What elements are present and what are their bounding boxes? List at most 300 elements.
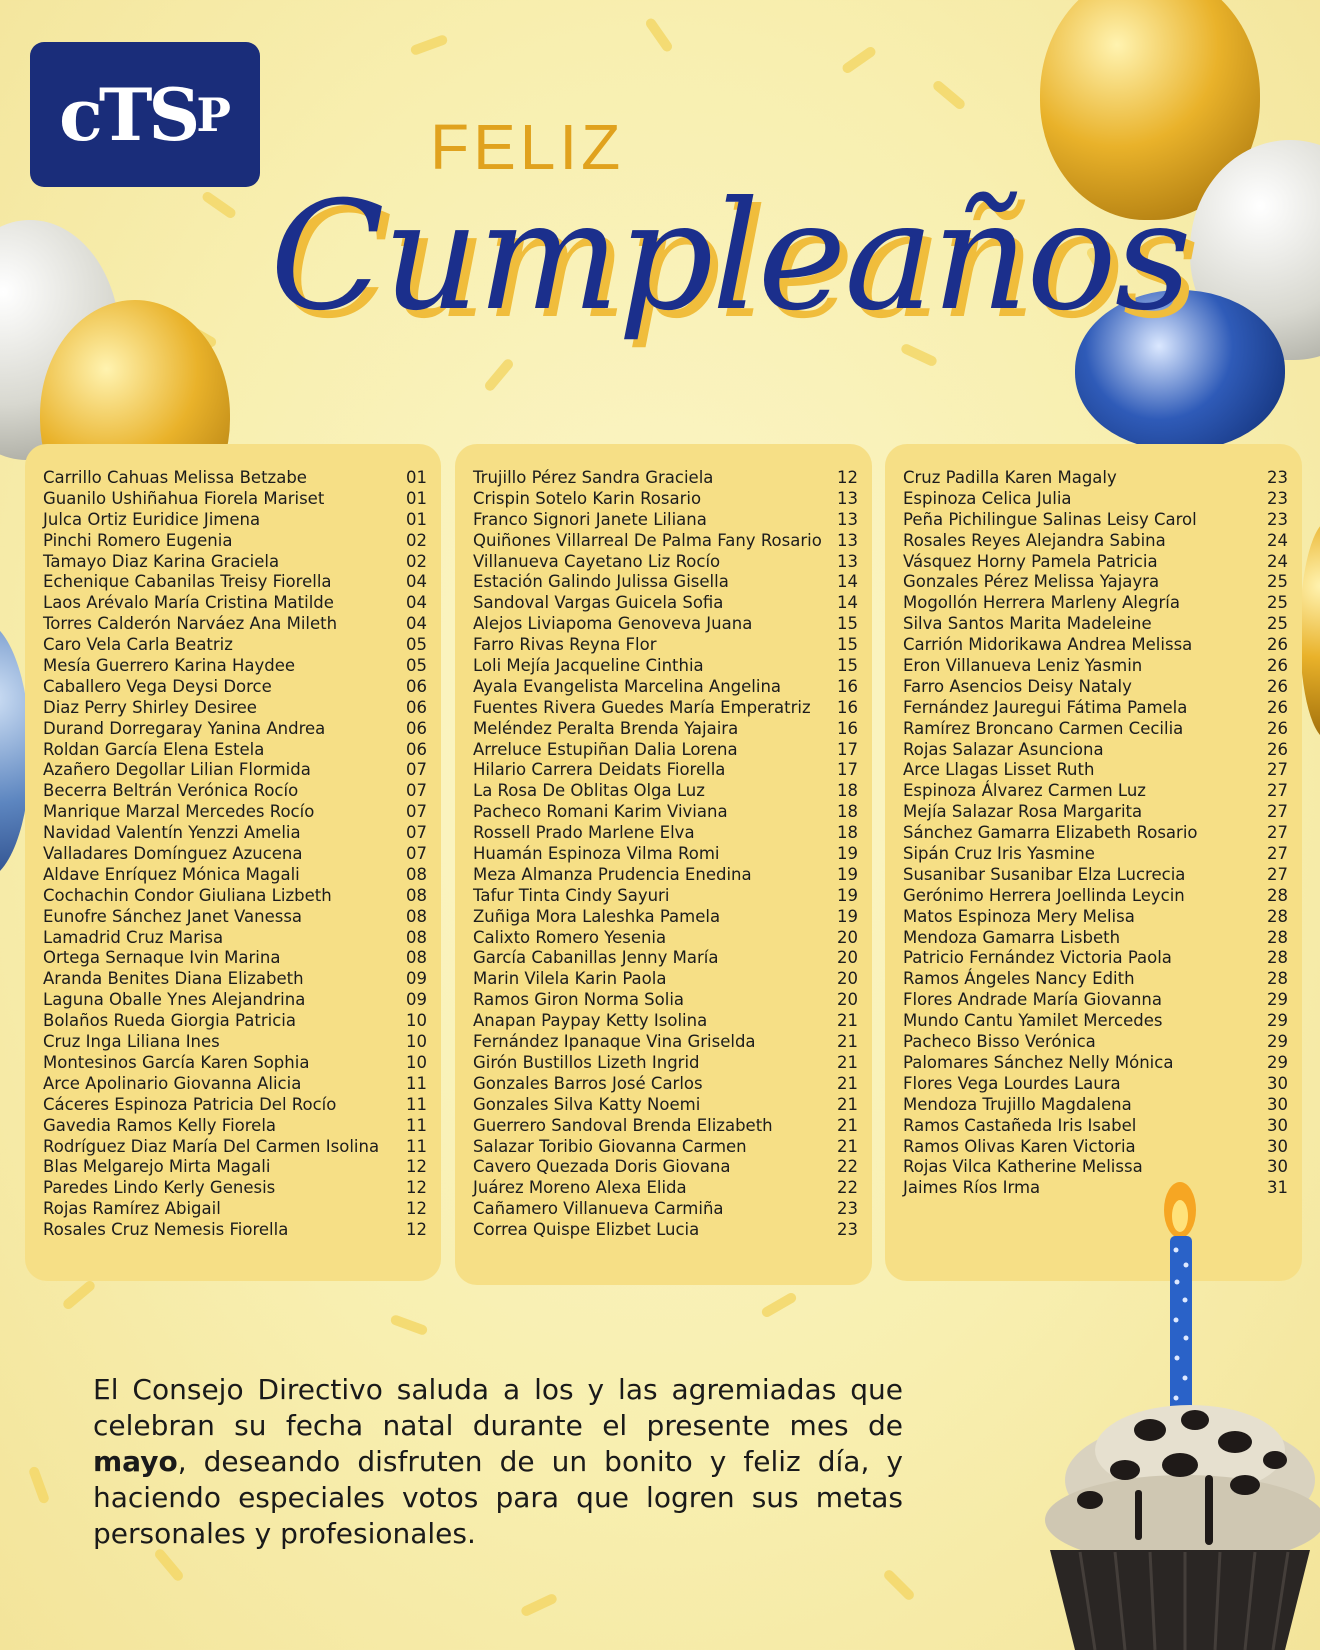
birthday-day: 26: [1267, 718, 1288, 738]
birthday-row: [473, 1157, 858, 1178]
member-name: Valladares Domínguez Azucena: [43, 844, 303, 864]
birthday-row: [903, 1032, 1288, 1053]
birthday-row: [903, 531, 1288, 552]
member-name: Rodríguez Diaz María Del Carmen Isolina: [43, 1136, 380, 1156]
birthday-row: [903, 969, 1288, 990]
birthday-day: 12: [406, 1199, 427, 1219]
birthday-day: 12: [406, 1220, 427, 1240]
birthday-day: 13: [837, 488, 858, 508]
birthday-row: [903, 865, 1288, 886]
member-name: Becerra Beltrán Verónica Rocío: [43, 781, 299, 801]
member-name: Palomares Sánchez Nelly Mónica: [903, 1052, 1174, 1072]
birthday-row: [903, 489, 1288, 510]
birthday-row: [903, 468, 1288, 489]
birthday-day: 09: [406, 969, 427, 989]
birthday-row: [43, 593, 427, 614]
birthday-day: 16: [837, 718, 858, 738]
birthday-row: [473, 677, 858, 698]
birthday-day: 30: [1267, 1094, 1288, 1114]
birthday-row: [43, 1116, 427, 1137]
birthday-day: 04: [406, 614, 427, 634]
member-name: Rosales Cruz Nemesis Fiorella: [43, 1220, 289, 1240]
message-text-2: , deseando disfruten de un bonito y feliz día, y haciendo especiales votos para que logren sus metas personales y profesionales.: [93, 1445, 903, 1550]
member-name: Cochachin Condor Giuliana Lizbeth: [43, 885, 332, 905]
member-name: Crispin Sotelo Karin Rosario: [473, 488, 702, 508]
birthday-day: 19: [837, 864, 858, 884]
member-name: Guerrero Sandoval Brenda Elizabeth: [473, 1115, 773, 1135]
birthday-day: 31: [1267, 1178, 1288, 1198]
birthday-day: 15: [837, 656, 858, 676]
birthday-day: 29: [1267, 1011, 1288, 1031]
birthday-day: 07: [406, 802, 427, 822]
member-name: Rossell Prado Marlene Elva: [473, 823, 695, 843]
birthday-day: 27: [1267, 864, 1288, 884]
birthday-day: 14: [837, 593, 858, 613]
member-name: Eron Villanueva Leniz Yasmin: [903, 656, 1143, 676]
birthday-row: [473, 656, 858, 677]
birthday-day: 18: [837, 823, 858, 843]
member-name: Zuñiga Mora Laleshka Pamela: [473, 906, 721, 926]
birthday-row: [473, 823, 858, 844]
member-name: Espinoza Álvarez Carmen Luz: [903, 781, 1146, 801]
birthday-row: [43, 1157, 427, 1178]
birthday-list-column-2: [455, 444, 872, 1285]
birthday-day: 18: [837, 781, 858, 801]
birthday-day: 20: [837, 969, 858, 989]
birthday-day: 21: [837, 1052, 858, 1072]
member-name: Farro Asencios Deisy Nataly: [903, 676, 1132, 696]
gold-balloon-edge-right: [1300, 520, 1320, 740]
birthday-row: [473, 760, 858, 781]
birthday-day: 12: [406, 1178, 427, 1198]
birthday-day: 06: [406, 697, 427, 717]
birthday-day: 07: [406, 781, 427, 801]
birthday-row: [43, 614, 427, 635]
member-name: Guanilo Ushiñahua Fiorela Mariset: [43, 488, 325, 508]
birthday-day: 23: [837, 1220, 858, 1240]
birthday-row: [43, 719, 427, 740]
member-name: Ayala Evangelista Marcelina Angelina: [473, 676, 782, 696]
birthday-day: 11: [406, 1094, 427, 1114]
birthday-day: 07: [406, 760, 427, 780]
birthday-day: 17: [837, 739, 858, 759]
member-name: Estación Galindo Julissa Gisella: [473, 572, 729, 592]
member-name: Fernández Ipanaque Vina Griselda: [473, 1032, 756, 1052]
birthday-row: [473, 948, 858, 969]
birthday-row: [473, 635, 858, 656]
member-name: Huamán Espinoza Vilma Romi: [473, 844, 720, 864]
member-name: Ramos Castañeda Iris Isabel: [903, 1115, 1137, 1135]
member-name: Alejos Liviapoma Genoveva Juana: [473, 614, 753, 634]
birthday-day: 01: [406, 468, 427, 487]
member-name: Patricio Fernández Victoria Paola: [903, 948, 1172, 968]
member-name: Durand Dorregaray Yanina Andrea: [43, 718, 326, 738]
member-name: Bolaños Rueda Giorgia Patricia: [43, 1011, 296, 1031]
member-name: Correa Quispe Elizbet Lucia: [473, 1220, 700, 1240]
birthday-row: [43, 572, 427, 593]
birthday-row: [473, 1137, 858, 1158]
member-name: Rojas Salazar Asunciona: [903, 739, 1104, 759]
birthday-row: [903, 510, 1288, 531]
birthday-row: [43, 886, 427, 907]
member-name: Paredes Lindo Kerly Genesis: [43, 1178, 276, 1198]
member-name: Pacheco Romani Karim Viviana: [473, 802, 728, 822]
member-name: Ortega Sernaque Ivin Marina: [43, 948, 281, 968]
birthday-row: [903, 990, 1288, 1011]
birthday-row: [43, 740, 427, 761]
birthday-row: [903, 1074, 1288, 1095]
birthday-day: 21: [837, 1073, 858, 1093]
member-name: Loli Mejía Jacqueline Cinthia: [473, 656, 704, 676]
birthday-day: 29: [1267, 1032, 1288, 1052]
birthday-row: [473, 572, 858, 593]
birthday-row: [903, 572, 1288, 593]
birthday-row: [43, 969, 427, 990]
member-name: Pacheco Bisso Verónica: [903, 1032, 1096, 1052]
birthday-day: 11: [406, 1073, 427, 1093]
birthday-day: 24: [1267, 551, 1288, 571]
birthday-row: [43, 1220, 427, 1241]
birthday-row: [473, 1199, 858, 1220]
birthday-row: [43, 531, 427, 552]
birthday-row: [43, 802, 427, 823]
logo-text-small: P: [196, 87, 231, 142]
birthday-row: [473, 510, 858, 531]
birthday-row: [903, 677, 1288, 698]
birthday-row: [473, 1178, 858, 1199]
member-name: Azañero Degollar Lilian Flormida: [43, 760, 311, 780]
birthday-day: 02: [406, 551, 427, 571]
member-name: Caballero Vega Deysi Dorce: [43, 676, 272, 696]
birthday-day: 08: [406, 885, 427, 905]
member-name: Rojas Vilca Katherine Melissa: [903, 1157, 1143, 1177]
birthday-row: [903, 823, 1288, 844]
birthday-day: 28: [1267, 969, 1288, 989]
birthday-row: [473, 802, 858, 823]
birthday-day: 27: [1267, 844, 1288, 864]
birthday-day: 06: [406, 676, 427, 696]
birthday-row: [903, 844, 1288, 865]
member-name: Tafur Tinta Cindy Sayuri: [473, 885, 670, 905]
birthday-row: [43, 990, 427, 1011]
birthday-row: [473, 1220, 858, 1241]
member-name: Carrión Midorikawa Andrea Melissa: [903, 635, 1193, 655]
birthday-row: [43, 844, 427, 865]
birthday-day: 30: [1267, 1157, 1288, 1177]
birthday-row: [473, 593, 858, 614]
birthday-day: 23: [1267, 488, 1288, 508]
birthday-day: 21: [837, 1115, 858, 1135]
birthday-day: 24: [1267, 530, 1288, 550]
birthday-day: 11: [406, 1136, 427, 1156]
birthday-day: 11: [406, 1115, 427, 1135]
member-name: Ramos Ángeles Nancy Edith: [903, 969, 1135, 989]
member-name: Julca Ortiz Euridice Jimena: [43, 509, 261, 529]
birthday-day: 10: [406, 1052, 427, 1072]
member-name: Gonzales Pérez Melissa Yajayra: [903, 572, 1160, 592]
member-name: Rosales Reyes Alejandra Sabina: [903, 530, 1166, 550]
birthday-day: 10: [406, 1032, 427, 1052]
member-name: Gavedia Ramos Kelly Fiorela: [43, 1115, 277, 1135]
member-name: Mejía Salazar Rosa Margarita: [903, 802, 1143, 822]
birthday-row: [43, 468, 427, 489]
birthday-row: [903, 1157, 1288, 1178]
member-name: Roldan García Elena Estela: [43, 739, 265, 759]
member-name: Echenique Cabanilas Treisy Fiorella: [43, 572, 332, 592]
birthday-row: [43, 928, 427, 949]
birthday-day: 05: [406, 656, 427, 676]
birthday-row: [473, 781, 858, 802]
member-name: Tamayo Diaz Karina Graciela: [43, 551, 280, 571]
member-name: Peña Pichilingue Salinas Leisy Carol: [903, 509, 1197, 529]
birthday-day: 21: [837, 1032, 858, 1052]
birthday-day: 21: [837, 1094, 858, 1114]
member-name: Meza Almanza Prudencia Enedina: [473, 864, 752, 884]
birthday-row: [903, 740, 1288, 761]
birthday-row: [473, 990, 858, 1011]
birthday-day: 05: [406, 635, 427, 655]
birthday-day: 25: [1267, 614, 1288, 634]
birthday-row: [903, 781, 1288, 802]
birthday-row: [43, 489, 427, 510]
birthday-day: 13: [837, 551, 858, 571]
birthday-row: [43, 760, 427, 781]
birthday-row: [43, 698, 427, 719]
birthday-row: [43, 552, 427, 573]
birthday-day: 01: [406, 488, 427, 508]
birthday-row: [473, 1095, 858, 1116]
member-name: Cruz Padilla Karen Magaly: [903, 468, 1117, 487]
member-name: Navidad Valentín Yenzzi Amelia: [43, 823, 301, 843]
birthday-day: 06: [406, 739, 427, 759]
birthday-day: 10: [406, 1011, 427, 1031]
birthday-day: 29: [1267, 1052, 1288, 1072]
birthday-row: [473, 740, 858, 761]
member-name: Gonzales Barros José Carlos: [473, 1073, 703, 1093]
member-name: Villanueva Cayetano Liz Rocío: [473, 551, 721, 571]
birthday-row: [473, 907, 858, 928]
birthday-day: 23: [1267, 468, 1288, 487]
member-name: Rojas Ramírez Abigail: [43, 1199, 221, 1219]
birthday-row: [473, 928, 858, 949]
birthday-row: [43, 635, 427, 656]
birthday-day: 28: [1267, 885, 1288, 905]
birthday-day: 19: [837, 906, 858, 926]
birthday-row: [43, 656, 427, 677]
birthday-row: [43, 823, 427, 844]
birthday-list-column-1: [25, 444, 441, 1281]
member-name: Cáceres Espinoza Patricia Del Rocío: [43, 1094, 337, 1114]
member-name: Flores Vega Lourdes Laura: [903, 1073, 1121, 1093]
birthday-row: [473, 489, 858, 510]
member-name: Espinoza Celica Julia: [903, 488, 1072, 508]
birthday-day: 08: [406, 948, 427, 968]
member-name: Sipán Cruz Iris Yasmine: [903, 844, 1095, 864]
member-name: Montesinos García Karen Sophia: [43, 1052, 310, 1072]
birthday-day: 12: [406, 1157, 427, 1177]
birthday-day: 20: [837, 990, 858, 1010]
member-name: Susanibar Susanibar Elza Lucrecia: [903, 864, 1186, 884]
birthday-row: [473, 531, 858, 552]
member-name: Farro Rivas Reyna Flor: [473, 635, 657, 655]
birthday-row: [43, 1178, 427, 1199]
birthday-row: [903, 948, 1288, 969]
birthday-day: 26: [1267, 656, 1288, 676]
birthday-day: 27: [1267, 823, 1288, 843]
birthday-day: 27: [1267, 781, 1288, 801]
birthday-row: [43, 1032, 427, 1053]
message-text-1: El Consejo Directivo saluda a los y las agremiadas que celebran su fecha natal durante el presente mes de: [93, 1373, 903, 1442]
member-name: La Rosa De Oblitas Olga Luz: [473, 781, 705, 801]
birthday-day: 26: [1267, 676, 1288, 696]
member-name: Mundo Cantu Yamilet Mercedes: [903, 1011, 1163, 1031]
member-name: Arreluce Estupiñan Dalia Lorena: [473, 739, 738, 759]
title-cumpleanos: Cumpleaños: [270, 170, 1190, 344]
birthday-row: [903, 1095, 1288, 1116]
birthday-day: 25: [1267, 593, 1288, 613]
member-name: Arce Apolinario Giovanna Alicia: [43, 1073, 302, 1093]
birthday-day: 17: [837, 760, 858, 780]
birthday-row: [473, 698, 858, 719]
birthday-row: [43, 1199, 427, 1220]
birthday-row: [473, 719, 858, 740]
member-name: Jaimes Ríos Irma: [903, 1178, 1041, 1198]
birthday-day: 13: [837, 530, 858, 550]
birthday-day: 04: [406, 572, 427, 592]
birthday-row: [473, 865, 858, 886]
birthday-row: [903, 593, 1288, 614]
cupcake-illustration: [1030, 1180, 1320, 1650]
message-month: mayo: [93, 1445, 178, 1478]
birthday-row: [473, 1116, 858, 1137]
birthday-row: [903, 1137, 1288, 1158]
birthday-list-column-3: [885, 444, 1302, 1281]
birthday-row: [473, 1011, 858, 1032]
member-name: Franco Signori Janete Liliana: [473, 509, 707, 529]
birthday-row: [43, 948, 427, 969]
birthday-row: [43, 1053, 427, 1074]
member-name: Fuentes Rivera Guedes María Emperatriz: [473, 697, 811, 717]
member-name: Arce Llagas Lisset Ruth: [903, 760, 1095, 780]
birthday-row: [43, 1137, 427, 1158]
birthday-row: [903, 698, 1288, 719]
birthday-row: [43, 865, 427, 886]
birthday-day: 02: [406, 530, 427, 550]
logo-text: cTS: [58, 72, 197, 157]
birthday-row: [473, 552, 858, 573]
member-name: Mesía Guerrero Karina Haydee: [43, 656, 296, 676]
member-name: Anapan Paypay Ketty Isolina: [473, 1011, 708, 1031]
birthday-row: [43, 677, 427, 698]
birthday-day: 30: [1267, 1136, 1288, 1156]
birthday-row: [473, 969, 858, 990]
birthday-day: 27: [1267, 760, 1288, 780]
member-name: Fernández Jauregui Fátima Pamela: [903, 697, 1188, 717]
member-name: Cruz Inga Liliana Ines: [43, 1032, 220, 1052]
birthday-row: [903, 656, 1288, 677]
birthday-day: 16: [837, 676, 858, 696]
birthday-row: [903, 886, 1288, 907]
birthday-row: [43, 1011, 427, 1032]
member-name: Flores Andrade María Giovanna: [903, 990, 1163, 1010]
member-name: Aranda Benites Diana Elizabeth: [43, 969, 304, 989]
member-name: Mendoza Trujillo Magdalena: [903, 1094, 1132, 1114]
birthday-day: 22: [837, 1178, 858, 1198]
member-name: Diaz Perry Shirley Desiree: [43, 697, 257, 717]
birthday-day: 29: [1267, 990, 1288, 1010]
member-name: Pinchi Romero Eugenia: [43, 530, 233, 550]
birthday-day: 08: [406, 864, 427, 884]
birthday-day: 20: [837, 948, 858, 968]
birthday-row: [903, 1011, 1288, 1032]
birthday-day: 21: [837, 1136, 858, 1156]
birthday-day: 01: [406, 509, 427, 529]
birthday-day: 26: [1267, 635, 1288, 655]
birthday-day: 28: [1267, 906, 1288, 926]
birthday-row: [903, 1116, 1288, 1137]
member-name: Carrillo Cahuas Melissa Betzabe: [43, 468, 307, 487]
birthday-row: [473, 1074, 858, 1095]
birthday-day: 08: [406, 927, 427, 947]
birthday-day: 26: [1267, 697, 1288, 717]
birthday-day: 04: [406, 593, 427, 613]
member-name: Marin Vilela Karin Paola: [473, 969, 667, 989]
birthday-row: [473, 886, 858, 907]
birthday-day: 27: [1267, 802, 1288, 822]
birthday-row: [473, 844, 858, 865]
member-name: Gonzales Silva Katty Noemi: [473, 1094, 701, 1114]
member-name: Calixto Romero Yesenia: [473, 927, 667, 947]
birthday-row: [903, 719, 1288, 740]
member-name: Sandoval Vargas Guicela Sofia: [473, 593, 724, 613]
member-name: Silva Santos Marita Madeleine: [903, 614, 1152, 634]
birthday-row: [903, 928, 1288, 949]
birthday-day: 09: [406, 990, 427, 1010]
birthday-day: 25: [1267, 572, 1288, 592]
birthday-day: 28: [1267, 948, 1288, 968]
birthday-day: 23: [837, 1199, 858, 1219]
member-name: Gerónimo Herrera Joellinda Leycin: [903, 885, 1185, 905]
member-name: Caro Vela Carla Beatriz: [43, 635, 233, 655]
member-name: Matos Espinoza Mery Melisa: [903, 906, 1135, 926]
birthday-row: [903, 614, 1288, 635]
birthday-row: [903, 802, 1288, 823]
member-name: Blas Melgarejo Mirta Magali: [43, 1157, 271, 1177]
birthday-day: 21: [837, 1011, 858, 1031]
birthday-row: [903, 907, 1288, 928]
birthday-day: 28: [1267, 927, 1288, 947]
member-name: Laguna Oballe Ynes Alejandrina: [43, 990, 306, 1010]
member-name: Sánchez Gamarra Elizabeth Rosario: [903, 823, 1198, 843]
birthday-day: 14: [837, 572, 858, 592]
member-name: Ramírez Broncano Carmen Cecilia: [903, 718, 1184, 738]
birthday-day: 15: [837, 614, 858, 634]
birthday-row: [43, 510, 427, 531]
birthday-row: [903, 552, 1288, 573]
birthday-day: 30: [1267, 1115, 1288, 1135]
member-name: Meléndez Peralta Brenda Yajaira: [473, 718, 739, 738]
member-name: Girón Bustillos Lizeth Ingrid: [473, 1052, 700, 1072]
birthday-day: 20: [837, 927, 858, 947]
birthday-day: 13: [837, 509, 858, 529]
member-name: García Cabanillas Jenny María: [473, 948, 719, 968]
greeting-message: [93, 1372, 903, 1552]
member-name: Cañamero Villanueva Carmiña: [473, 1199, 724, 1219]
birthday-row: [43, 1074, 427, 1095]
birthday-row: [473, 1032, 858, 1053]
title-feliz: FELIZ: [430, 111, 625, 183]
birthday-row: [473, 1053, 858, 1074]
